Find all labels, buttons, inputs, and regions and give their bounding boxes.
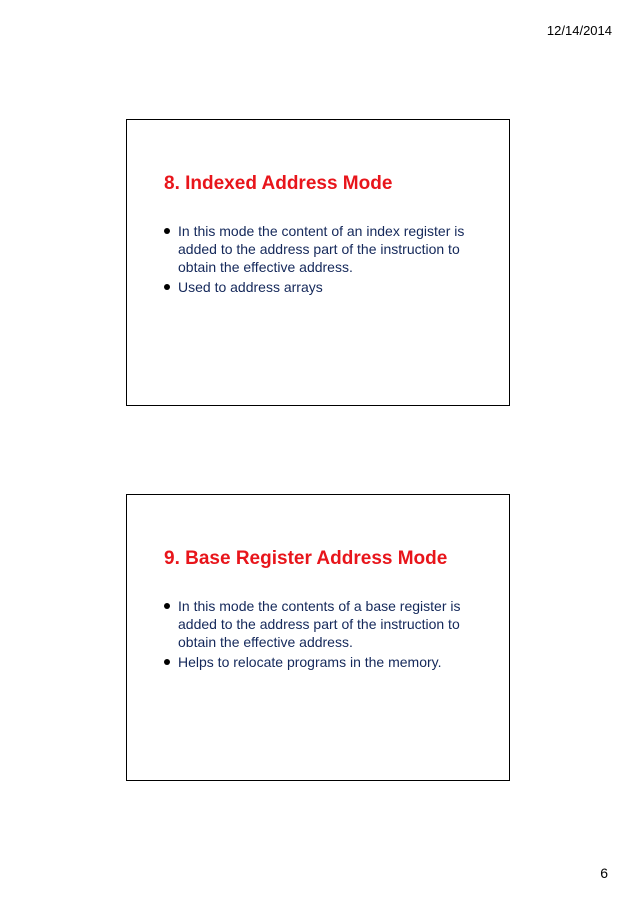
slide-title: 8. Indexed Address Mode (164, 173, 393, 194)
bullet-dot-icon (164, 228, 170, 234)
bullet-item (164, 653, 499, 671)
slide-indexed-address-mode (126, 119, 510, 406)
bullet-list (164, 597, 499, 673)
bullet-dot-icon (164, 659, 170, 665)
bullet-item (164, 222, 499, 276)
page-date: 12/14/2014 (546, 23, 612, 38)
slide-title: 9. Base Register Address Mode (164, 548, 448, 569)
bullet-text: Helps to relocate programs in the memory. (178, 654, 442, 670)
bullet-text: In this mode the contents of a base register is added to the address part of the instruction to obtain the effective address. (178, 598, 461, 650)
bullet-item (164, 597, 499, 651)
bullet-dot-icon (164, 603, 170, 609)
bullet-list (164, 222, 499, 298)
page-number: 6 (600, 865, 608, 881)
bullet-dot-icon (164, 284, 170, 290)
slide-base-register-address-mode (126, 494, 510, 781)
bullet-text: Used to address arrays (178, 279, 323, 295)
bullet-text: In this mode the content of an index register is added to the address part of the instruction to obtain the effective address. (178, 223, 465, 275)
bullet-item (164, 278, 499, 296)
